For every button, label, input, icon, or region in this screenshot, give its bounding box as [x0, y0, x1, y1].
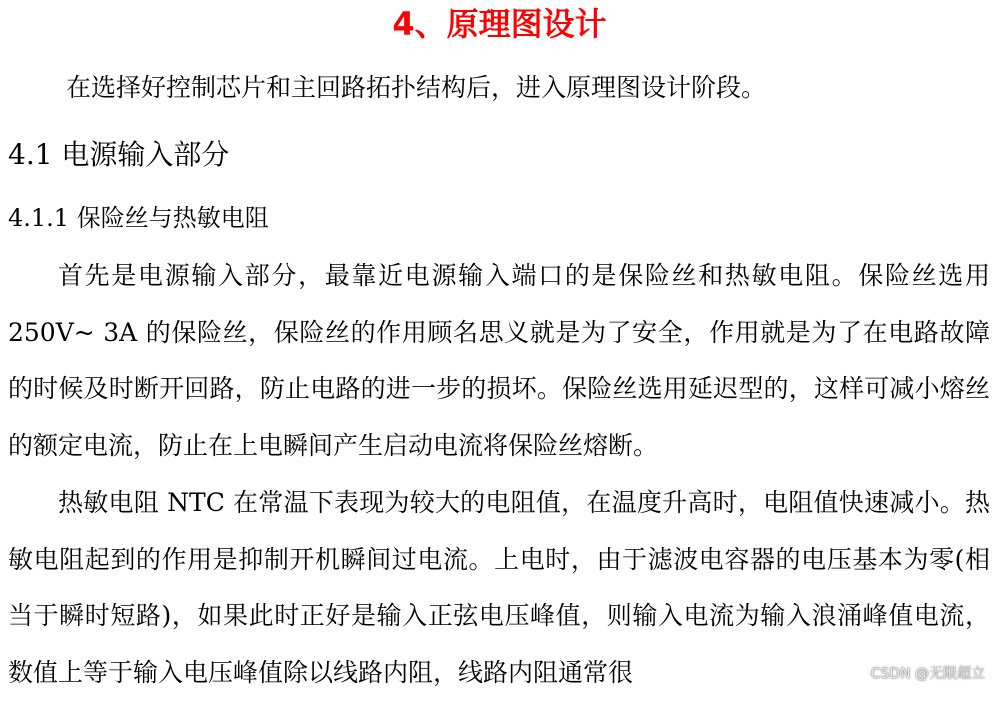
- subsection-heading: 4.1.1 保险丝与热敏电阻: [8, 204, 269, 232]
- section-heading: 4.1 电源输入部分: [8, 138, 230, 171]
- body-paragraph: 首先是电源输入部分，最靠近电源输入端口的是保险丝和热敏电阻。保险丝选用 250V~ 3A 的保险丝，保险丝的作用顾名思义就是为了安全，作用就是为了在电路故障的时候及时断开回路，防止电路的进一步的损坏。保险丝选用延迟型的，这样可减小熔丝的额定电流，防止在上电瞬间产生启动电流将保险丝熔断。: [8, 261, 990, 460]
- intro-paragraph: 在选择好控制芯片和主回路拓扑结构后，进入原理图设计阶段。: [66, 73, 767, 102]
- page-title: 4、原理图设计: [392, 5, 607, 43]
- watermark-text: CSDN @无限超立: [870, 666, 985, 682]
- body-paragraph: 热敏电阻 NTC 在常温下表现为较大的电阻值，在温度升高时，电阻值快速减小。热敏电阻起到的作用是抑制开机瞬间过电流。上电时，由于滤波电容器的电压基本为零(相当于瞬时短路)，如果此时正好是输入正弦电压峰值，则输入电流为输入浪涌峰值电流，数值上等于输入电压峰值除以线路内阻，线路内阻通常很: [8, 488, 990, 687]
